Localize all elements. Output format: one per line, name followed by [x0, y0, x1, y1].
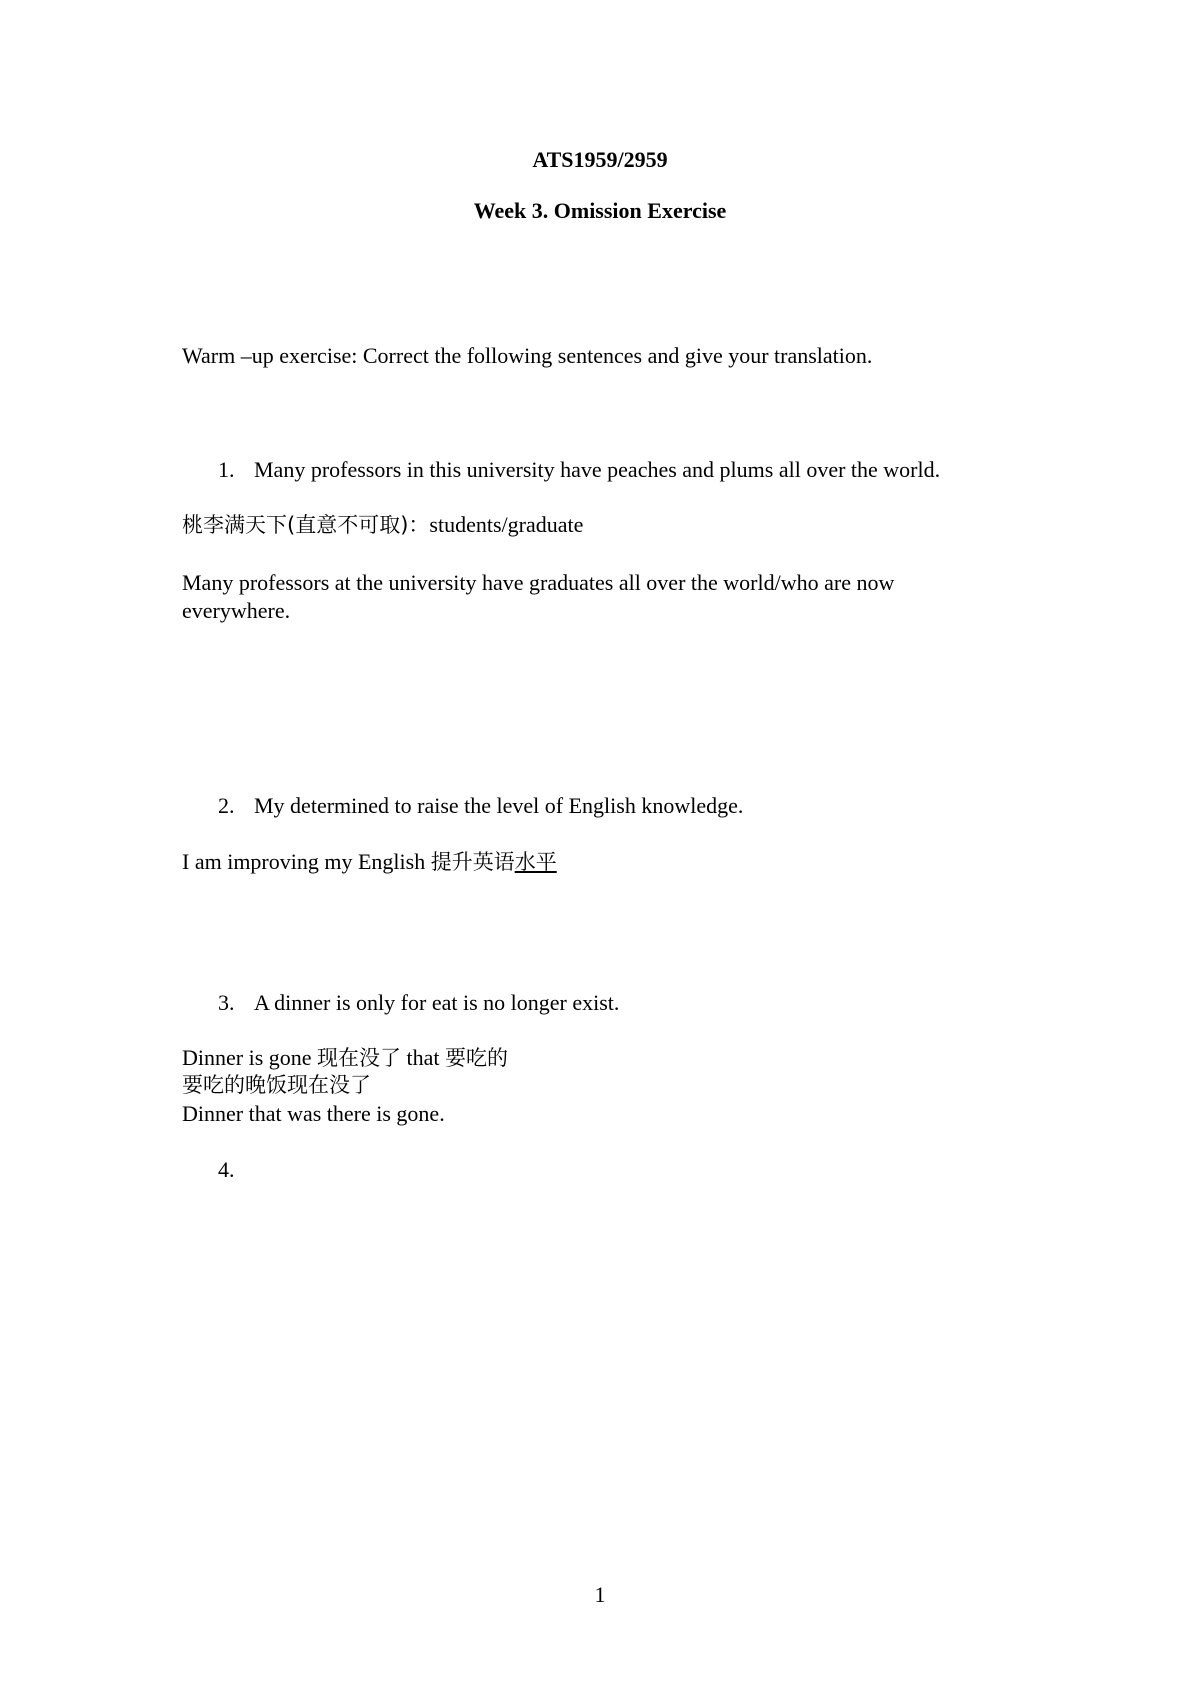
page-number: 1: [594, 1582, 606, 1607]
item-4-number: 4.: [218, 1157, 235, 1182]
item-2-sentence: My determined to raise the level of English knowledge.: [254, 793, 744, 818]
item-1-note: [182, 511, 583, 539]
course-code: ATS1959/2959: [532, 147, 668, 172]
item-3-answer-line-1: [182, 1044, 508, 1072]
item-1-answer-line-2: everywhere.: [182, 598, 291, 623]
item-3-line1-en-a: Dinner is gone: [182, 1045, 318, 1070]
item-3-line1-cjk-a: 现在没了: [317, 1046, 402, 1070]
item-1-number: 1.: [218, 457, 235, 482]
item-2-answer-cjk: 提升英语: [430, 850, 515, 874]
intro-instruction: Warm –up exercise: Correct the following sentences and give your translation.: [182, 343, 873, 368]
item-3-line1-en-b: that: [401, 1045, 446, 1070]
item-1-note-cjk: 桃李满天下(直意不可取)：: [182, 513, 430, 537]
item-1-sentence: Many professors in this university have peaches and plums all over the world.: [254, 457, 941, 482]
item-3-answer-line-3: Dinner that was there is gone.: [182, 1101, 445, 1126]
item-3-number: 3.: [218, 990, 235, 1015]
item-3-answer-line-2: 要吃的晚饭现在没了: [182, 1073, 371, 1097]
item-2-number: 2.: [218, 793, 235, 818]
page-title: Week 3. Omission Exercise: [473, 198, 727, 223]
item-3-line1-cjk-b: 要吃的: [445, 1046, 509, 1070]
item-2-answer: [182, 848, 557, 876]
item-3-sentence: A dinner is only for eat is no longer exist.: [254, 990, 620, 1015]
item-1-note-en: students/graduate: [429, 512, 584, 537]
item-2-answer-en: I am improving my English: [182, 849, 431, 874]
item-2-answer-cjk-underlined: 水平: [514, 850, 557, 874]
item-1-answer-line-1: Many professors at the university have graduates all over the world/who are now: [182, 570, 895, 595]
